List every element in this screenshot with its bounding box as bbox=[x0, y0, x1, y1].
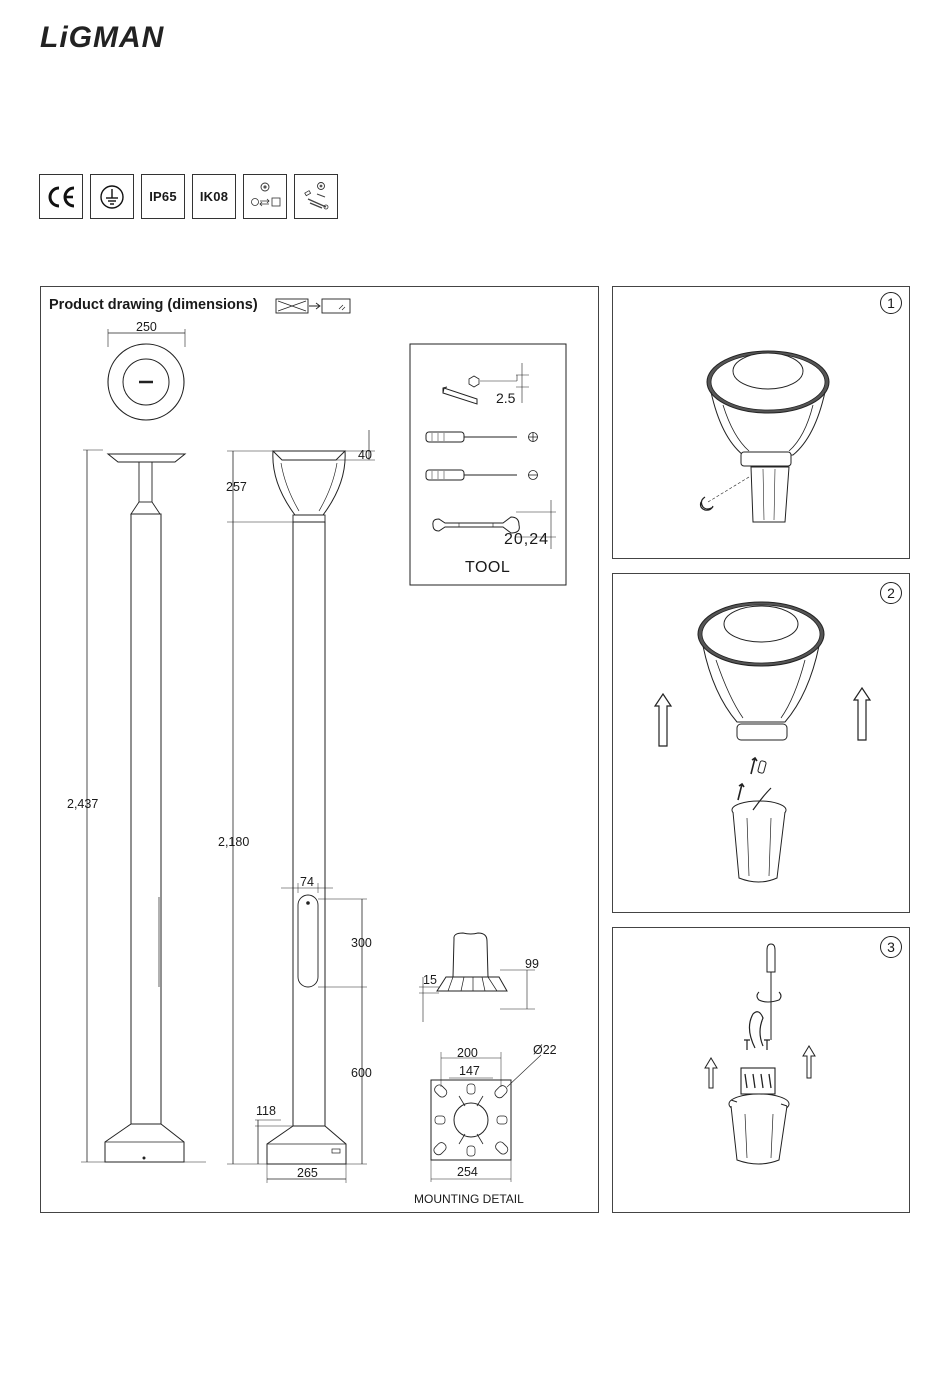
dim-door-width: 74 bbox=[300, 875, 314, 889]
protective-earth-icon bbox=[92, 177, 132, 217]
dim-flange-thickness: 15 bbox=[423, 973, 437, 987]
ip-rating-badge bbox=[141, 174, 185, 219]
ip-rating-label: IP65 bbox=[149, 189, 177, 204]
dim-hole-diameter: Ø22 bbox=[533, 1043, 557, 1057]
brand-logo bbox=[38, 20, 228, 52]
protective-earth-badge bbox=[90, 174, 134, 219]
drawing-title: Product drawing (dimensions) bbox=[49, 297, 258, 313]
step-1-illustration bbox=[613, 287, 909, 558]
control-switch-icon bbox=[245, 177, 285, 217]
dim-base-width: 265 bbox=[297, 1166, 318, 1180]
lift-arrow-right-icon bbox=[854, 688, 870, 740]
ligman-logo-icon bbox=[38, 20, 228, 52]
unpack-icon bbox=[276, 299, 350, 313]
dim-cap-height: 40 bbox=[358, 448, 372, 462]
dim-base-height: 118 bbox=[256, 1104, 276, 1118]
dim-inner-span: 147 bbox=[459, 1064, 480, 1078]
dim-plate-width: 254 bbox=[457, 1165, 478, 1179]
ce-mark-badge bbox=[39, 174, 83, 219]
dim-wrench-sizes: 20,24 bbox=[504, 531, 550, 548]
step-3-illustration bbox=[613, 928, 909, 1212]
tool-label: TOOL bbox=[465, 559, 511, 576]
step-3-number: 3 bbox=[880, 936, 902, 958]
dim-door-offset: 600 bbox=[351, 1066, 372, 1080]
step-1-number: 1 bbox=[880, 292, 902, 314]
dim-head-height: 257 bbox=[226, 480, 247, 494]
step-2-panel bbox=[612, 573, 910, 913]
lift-arrow-left-icon bbox=[655, 694, 671, 746]
dim-total-height: 2,437 bbox=[67, 797, 99, 811]
tool-settings-badge bbox=[294, 174, 338, 219]
step-2-number: 2 bbox=[880, 582, 902, 604]
ik-rating-badge bbox=[192, 174, 236, 219]
mounting-plate-top bbox=[431, 1052, 541, 1182]
dim-top-diameter: 250 bbox=[136, 320, 157, 334]
certification-row bbox=[39, 174, 338, 221]
dimension-drawing bbox=[41, 287, 598, 1212]
step-1-panel bbox=[612, 286, 910, 559]
top-view bbox=[108, 329, 185, 420]
dim-door-height: 300 bbox=[351, 936, 372, 950]
dim-pole-height: 2,180 bbox=[218, 835, 250, 849]
dim-hex-size: 2.5 bbox=[496, 390, 516, 406]
mounting-detail-label: MOUNTING DETAIL bbox=[414, 1192, 524, 1206]
tool-settings-icon bbox=[296, 177, 336, 217]
ce-mark-icon bbox=[41, 177, 81, 217]
step-2-illustration bbox=[613, 574, 909, 912]
dim-bolt-span: 200 bbox=[457, 1046, 478, 1060]
dim-mount-base-height: 99 bbox=[525, 957, 539, 971]
step-3-panel bbox=[612, 927, 910, 1213]
ik-rating-label: IK08 bbox=[199, 189, 229, 204]
side-view-a bbox=[81, 450, 206, 1162]
product-drawing-panel bbox=[40, 286, 599, 1213]
svg-text:LiGMAN: LiGMAN bbox=[40, 21, 165, 52]
control-switch-badge bbox=[243, 174, 287, 219]
